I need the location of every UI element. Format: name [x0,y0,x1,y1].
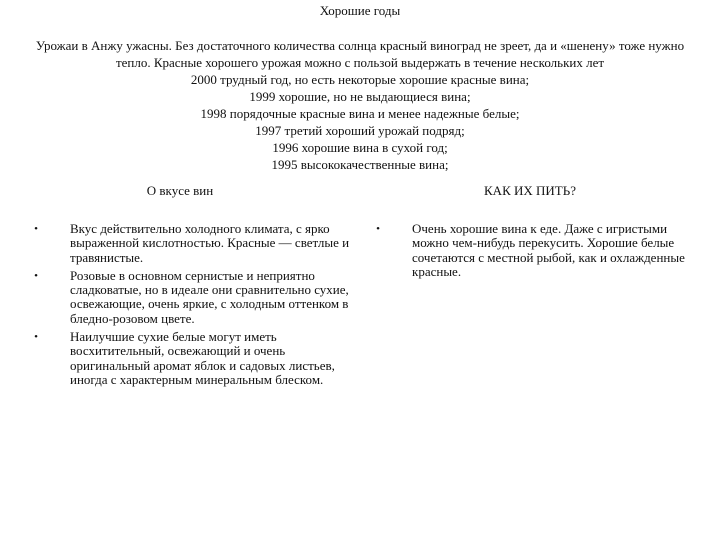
taste-heading: О вкусе вин [146,183,214,198]
intro-block [30,37,690,173]
taste-list [30,222,350,391]
bullet-icon: • [34,331,38,344]
vintage-line-1995: 1995 высококачественные вина; [271,157,449,172]
list-item-text: Вкус действительно холодного климата, с ярко выраженной кислотностью. Красные — светлые и травянистые. [70,221,350,265]
vintage-line-1997: 1997 третий хороший урожай подряд; [255,123,465,138]
drinking-heading: КАК ИХ ПИТЬ? [484,183,576,198]
bullet-icon: • [376,223,380,235]
list-item-text: Очень хорошие вина к еде. Даже с игристыми можно чем-нибудь перекусить. Хорошие белые сочетаются с местной рыбой, как и охлажденные красные. [412,221,685,279]
list-item [30,222,350,265]
list-item [30,269,350,326]
vintage-line-2000: 2000 трудный год, но есть некоторые хорошие красные вина; [190,72,530,87]
list-item-text: Наилучшие сухие белые могут иметь восхитительный, освежающий и очень оригинальный аромат яблок и садовых листьев, иногда с характерным минеральным блеском. [70,329,335,387]
intro-paragraph: Урожаи в Анжу ужасны. Без достаточного количества солнца красный виноград не зреет, да и «шенену» тоже нужно тепло. Красные хорошего урожая можно с пользой выдержать в течение нескольких лет [35,38,685,70]
bullet-icon: • [34,269,38,282]
page-title: Хорошие годы [319,3,401,18]
list-item-text: Розовые в основном сернистые и неприятно сладковатые, но в идеале они сравнительно сухие, освежающие, очень яркие, с холодным оттенком в бледно-розовом цвете. [70,267,349,326]
bullet-icon: • [34,223,38,235]
vintage-line-1996: 1996 хорошие вина в сухой год; [272,140,448,155]
drinking-list [372,222,702,283]
vintage-line-1998: 1998 порядочные красные вина и менее надежные белые; [200,106,520,121]
list-item [30,330,350,387]
list-item [372,222,702,279]
vintage-line-1999: 1999 хорошие, но не выдающиеся вина; [249,89,471,104]
